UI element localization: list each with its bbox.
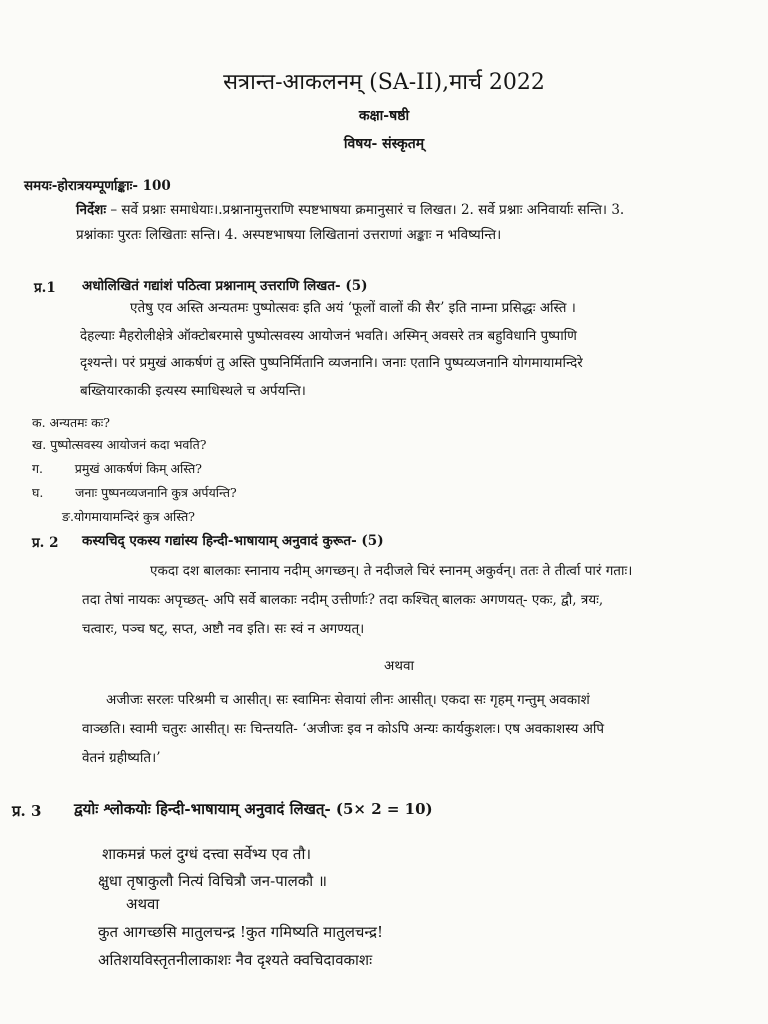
q1-question: क. अन्यतमः कः? xyxy=(32,415,110,430)
q1-passage-line: देहल्याः मैहरोलीक्षेत्रे ऑक्टोबरमासे पुष्पोत्सवस्य आयोजनं भवति। अस्मिन् अवसरे तत्र बहुविधानि पुष्पाणि xyxy=(80,328,577,344)
q1-question: ग. प्रमुखं आकर्षणं किम् अस्ति? xyxy=(32,461,202,476)
q2-passage-line: तदा तेषां नायकः अपृच्छत्- अपि सर्वे बालकाः नदीम् उत्तीर्णाः? तदा कश्चित् बालकः अगणयत्- एकः, द्वौ, त्रयः, xyxy=(82,592,604,608)
q2-heading: कस्यचिद् एकस्य गद्यांस्य हिन्दी-भाषायाम् अनुवादं कुरूत- (5) xyxy=(82,533,384,549)
q3-verse-line: कुत आगच्छसि मातुलचन्द्र !कुत गमिष्यति मातुलचन्द्र! xyxy=(98,923,384,941)
q1-question: ख. पुष्पोत्सवस्य आयोजनं कदा भवति? xyxy=(32,437,207,452)
q3-verse-line: क्षुधा तृषाकुलौ नित्यं विचित्रौ जन-पालकौ ॥ xyxy=(98,872,327,890)
q3-verse-line: शाकमन्नं फलं दुग्धं दत्त्वा सर्वेभ्य एव तौ। xyxy=(102,845,312,863)
q1-question: घ. जनाः पुष्पनव्यजनानि कुत्र अर्पयन्ति? xyxy=(32,485,237,500)
q2-or-label: अथवा xyxy=(384,658,414,674)
q1-label: प्र.1 xyxy=(34,280,56,296)
instructions xyxy=(76,198,726,248)
q2-alt-passage-line: वेतनं ग्रहीष्यति।’ xyxy=(82,750,161,766)
q1-passage-line: एतेषु एव अस्ति अन्यतमः पुष्पोत्सवः इति अयं ‘फूलों वालों की सैर’ इति नाम्ना प्रसिद्धः अस्ति । xyxy=(130,300,576,316)
q1-heading: अधोलिखितं गद्यांशं पठित्वा प्रश्नानाम् उत्तराणि लिखत- (5) xyxy=(82,278,368,294)
q3-or-label: अथवा xyxy=(126,895,160,913)
q3-heading: द्वयोः श्लोकयोः हिन्दी-भाषायाम् अनुवादं लिखत्- (5× 2 = 10) xyxy=(74,800,433,818)
instructions-line-1: – सर्वे प्रश्नाः समाधेयाः।.प्रश्नानामुत्तराणि स्पष्टभाषया क्रमानुसारं च लिखत। 2. सर्वे प्रश्नाः अनिवार्याः सन्ति। 3. xyxy=(106,202,625,218)
q2-alt-passage-line: वाञ्छति। स्वामी चतुरः आसीत्। सः चिन्तयति- ‘अजीजः इव न कोऽपि अन्यः कार्यकुशलः। एष अवकाशस्य अपि xyxy=(82,721,605,737)
instructions-line-2: प्रश्नांकाः पुरतः लिखिताः सन्ति। 4. अस्पष्टभाषया लिखितानां उत्तराणां अङ्काः न भविष्यन्ति। xyxy=(76,227,502,243)
q2-passage-line: चत्वारः, पञ्च षट्, सप्त, अष्टौ नव इति। सः स्वं न अगण्यत्। xyxy=(82,621,365,637)
q3-verse-line: अतिशयविस्तृतनीलाकाशः नैव दृश्यते क्वचिदावकाशः xyxy=(98,951,373,969)
q2-alt-passage-line: अजीजः सरलः परिश्रमी च आसीत्। सः स्वामिनः सेवायां लीनः आसीत्। एकदा सः गृहम् गन्तुम् अवकाशं xyxy=(106,692,590,708)
q2-label: प्र. 2 xyxy=(32,535,59,551)
class-label: कक्षा-षष्ठी xyxy=(358,108,410,124)
q1-passage-line: दृश्यन्ते। परं प्रमुखं आकर्षणं तु अस्ति पुष्पनिर्मितानि व्यजनानि। जनाः एतानि पुष्पव्यजनानि योगमायामन्दिरे xyxy=(80,355,583,371)
q2-passage-line: एकदा दश बालकाः स्नानाय नदीम् अगच्छन्। ते नदीजले चिरं स्नानम् अकुर्वन्। ततः ते तीर्त्वा पारं गताः। xyxy=(150,563,633,579)
q1-passage-line: बख्तियारकाकी इत्यस्य स्माधिस्थले च अर्पयन्ति। xyxy=(80,383,306,399)
exam-title: सत्रान्त-आकलनम् (SA-II),मार्च 2022 xyxy=(223,70,545,95)
subject-label: विषय- संस्कृतम् xyxy=(343,136,425,152)
instructions-label: निर्देशः xyxy=(76,202,107,218)
time-marks: समयः-होरात्रयम्पूर्णाङ्काः- 100 xyxy=(24,178,171,194)
q1-question: ङ.योगमायामन्दिरं कुत्र अस्ति? xyxy=(62,509,195,524)
q3-label: प्र. 3 xyxy=(12,802,42,820)
